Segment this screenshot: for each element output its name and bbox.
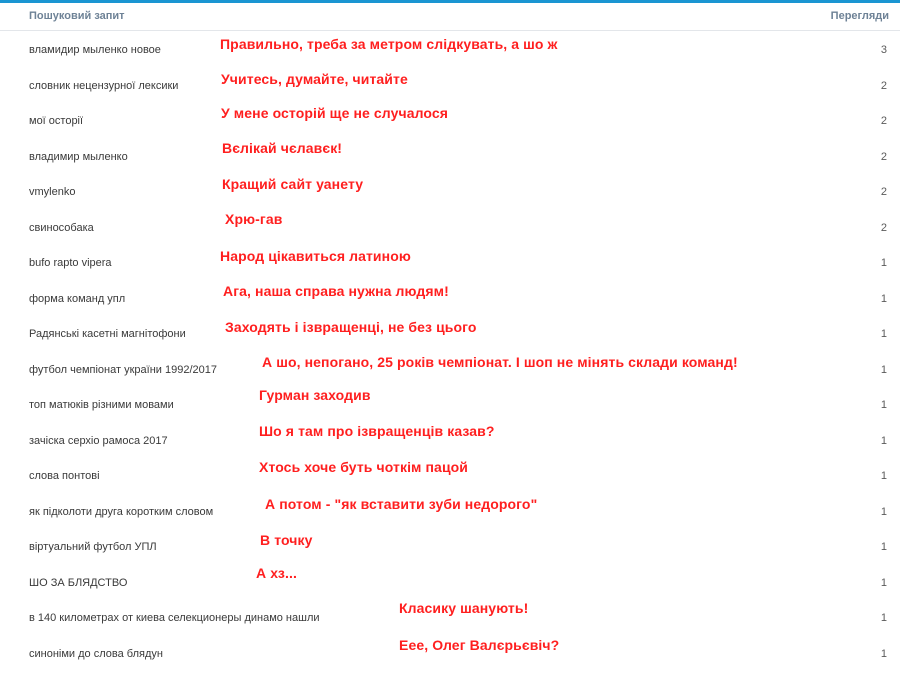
handwritten-comment: Гурман заходив <box>259 387 371 403</box>
table-row <box>0 67 900 103</box>
search-query-link[interactable]: мої осторії <box>29 115 84 127</box>
search-query-link[interactable]: форма команд упл <box>29 292 126 305</box>
view-count: 1 <box>880 612 887 624</box>
view-count: 2 <box>880 79 887 92</box>
view-count: 1 <box>880 576 887 589</box>
view-count: 1 <box>880 399 887 411</box>
handwritten-comment: Ага, наша справа нужна людям! <box>223 282 449 299</box>
handwritten-comment: Народ цікавиться латиною <box>220 248 411 264</box>
view-count: 1 <box>880 292 887 305</box>
table-row <box>0 351 900 387</box>
search-query-link[interactable]: словник нецензурної лексики <box>29 79 179 92</box>
handwritten-comment: Заходять і ізвращенці, не без цього <box>225 319 477 335</box>
handwritten-comment: Правильно, треба за метром слідкувать, а шо ж <box>220 36 558 52</box>
search-query-link[interactable]: в 140 километрах от киева селекционеры динамо нашли <box>29 612 320 624</box>
handwritten-comment: Вєлікай чєлавєк! <box>222 139 343 156</box>
view-count: 2 <box>880 221 887 234</box>
view-count: 1 <box>880 505 887 518</box>
search-query-link[interactable]: вламидир мыленко новое <box>29 44 161 56</box>
search-query-link[interactable]: футбол чемпіонат україни 1992/2017 <box>29 363 217 376</box>
view-count: 1 <box>880 470 887 482</box>
column-header-query[interactable]: Пошуковий запит <box>29 10 125 22</box>
view-count: 1 <box>880 363 887 376</box>
table-row <box>0 31 900 67</box>
table-row <box>0 315 900 351</box>
search-query-link[interactable]: Радянські касетні магнітофони <box>29 328 186 340</box>
table-row <box>0 138 900 174</box>
search-query-link[interactable]: топ матюків різними мовами <box>29 399 174 411</box>
view-count: 2 <box>880 150 887 163</box>
view-count: 3 <box>880 44 887 56</box>
table-row <box>0 209 900 245</box>
search-query-link[interactable]: bufo rapto vipera <box>29 257 112 269</box>
table-row <box>0 102 900 138</box>
search-query-link[interactable]: ШО ЗА БЛЯДСТВО <box>29 576 128 589</box>
search-query-link[interactable]: зачіска серхіо рамоса 2017 <box>29 434 168 447</box>
search-query-link[interactable]: синоніми до слова блядун <box>29 647 163 660</box>
table-row <box>0 280 900 316</box>
view-count: 2 <box>880 186 887 198</box>
handwritten-comment: А потом - "як вставити зуби недорого" <box>265 495 538 512</box>
search-query-link[interactable]: владимир мыленко <box>29 150 128 163</box>
handwritten-comment: А шо, непогано, 25 років чемпіонат. І шоп не мінять склади команд! <box>262 353 738 370</box>
table-row <box>0 635 900 671</box>
handwritten-comment: Хрю-гав <box>225 210 283 227</box>
column-header-views[interactable]: Перегляди <box>830 10 889 22</box>
table-row <box>0 528 900 564</box>
search-query-link[interactable]: слова понтові <box>29 470 100 482</box>
handwritten-comment: У мене осторій ще не случалося <box>221 105 449 121</box>
search-query-link[interactable]: vmylenko <box>29 186 76 198</box>
search-query-table <box>0 31 900 670</box>
view-count: 1 <box>880 434 887 447</box>
table-row <box>0 564 900 600</box>
table-row <box>0 599 900 635</box>
table-header <box>0 3 900 31</box>
handwritten-comment: В точку <box>260 532 313 548</box>
table-row <box>0 457 900 493</box>
table-row <box>0 173 900 209</box>
handwritten-comment: А хз... <box>256 564 297 581</box>
view-count: 1 <box>880 328 887 340</box>
table-row <box>0 386 900 422</box>
view-count: 1 <box>880 257 887 269</box>
table-row <box>0 422 900 458</box>
handwritten-comment: Учитесь, думайте, читайте <box>221 70 408 87</box>
search-query-link[interactable]: як підколоти друга коротким словом <box>29 505 214 518</box>
view-count: 2 <box>880 115 887 127</box>
view-count: 1 <box>880 541 887 553</box>
handwritten-comment: Кращий сайт уанету <box>222 176 364 192</box>
handwritten-comment: Хтось хоче буть чоткім пацой <box>259 459 469 475</box>
search-query-link[interactable]: свинособака <box>29 221 94 234</box>
table-row <box>0 244 900 280</box>
handwritten-comment: Класику шанують! <box>399 600 529 616</box>
table-row <box>0 493 900 529</box>
view-count: 1 <box>880 647 887 660</box>
handwritten-comment: Шо я там про ізвращенців казав? <box>259 422 495 439</box>
handwritten-comment: Еее, Олег Валєрьєвіч? <box>399 636 560 653</box>
search-query-link[interactable]: віртуальний футбол УПЛ <box>29 541 157 553</box>
